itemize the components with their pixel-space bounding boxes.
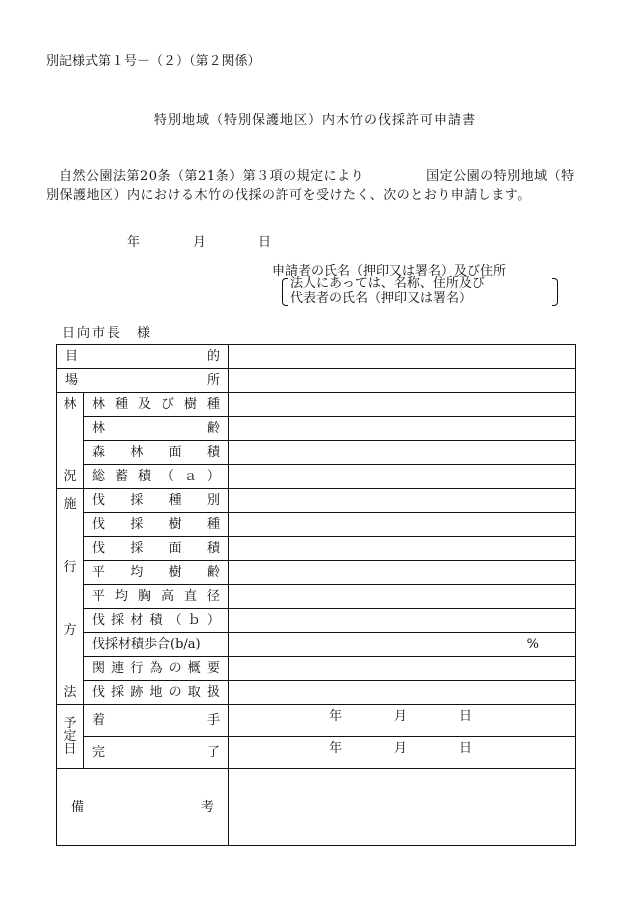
value-place[interactable] (229, 369, 576, 393)
label-forest-type-text-char-4: 樹 (183, 397, 197, 412)
label-total-stock-text (92, 469, 220, 484)
category-method (57, 489, 84, 705)
label-method-5-text-char-4: （ (168, 613, 182, 628)
label-forest-area (84, 441, 229, 465)
label-forest-type-text-char-1: 種 (114, 397, 128, 412)
value-remarks[interactable] (229, 769, 576, 846)
label-method-3-text (92, 565, 220, 580)
start-day: 日 (459, 709, 473, 724)
label-method-5-text-char-0: 伐 (92, 613, 106, 628)
value-forest-area[interactable] (229, 441, 576, 465)
label-method-5 (84, 609, 229, 633)
category-forest-top: 林 (63, 397, 77, 412)
label-end (84, 737, 229, 769)
label-forest-area-text-char-1: 林 (130, 445, 144, 460)
label-total-stock-text-char-0: 総 (92, 469, 106, 484)
label-end-c1: 了 (206, 745, 220, 760)
label-method-5-text-char-1: 採 (111, 613, 125, 628)
document-title: 特別地域（特別保護地区）内木竹の伐採許可申請書 (153, 113, 476, 128)
label-forest-age-text (92, 421, 220, 436)
start-month: 月 (394, 709, 408, 724)
label-method-2-text (92, 541, 220, 556)
start-year: 年 (329, 709, 343, 724)
label-purpose-c1: 的 (206, 349, 220, 364)
label-method-8-text-char-4: の (168, 685, 182, 700)
label-place-c1: 所 (206, 373, 220, 388)
date-year: 年 (127, 235, 141, 250)
label-method-8-text-char-5: 取 (187, 685, 201, 700)
label-method-7-text-char-1: 連 (111, 661, 125, 676)
percent-sign: % (526, 637, 539, 652)
applicant-note (282, 276, 552, 306)
row-forest-2 (57, 417, 576, 441)
label-method-7-text-char-4: の (168, 661, 182, 676)
label-place (57, 369, 229, 393)
label-forest-type-text-char-0: 林 (92, 397, 106, 412)
row-forest-1 (57, 393, 576, 417)
label-end-c0: 完 (92, 745, 106, 760)
label-method-0-text-char-1: 採 (130, 493, 144, 508)
label-method-4-text-char-1: 均 (114, 589, 128, 604)
value-start-date[interactable] (229, 705, 576, 737)
category-schedule-text: 予定日 (63, 716, 77, 757)
label-total-stock-text-char-1: 蓄 (114, 469, 128, 484)
label-method-1-text-char-0: 伐 (92, 517, 106, 532)
row-purpose (57, 345, 576, 369)
label-method-4-text-char-5: 径 (206, 589, 220, 604)
row-start (57, 705, 576, 737)
end-month: 月 (394, 741, 408, 756)
label-method-8 (84, 681, 229, 705)
row-remarks (57, 769, 576, 846)
label-method-3-text-char-1: 均 (130, 565, 144, 580)
label-place-c0: 場 (65, 373, 79, 388)
value-forest-age[interactable] (229, 417, 576, 441)
label-method-5-text-char-2: 材 (130, 613, 144, 628)
value-method-1[interactable] (229, 513, 576, 537)
label-method-2-text-char-2: 面 (168, 541, 182, 556)
label-forest-type-text-char-2: 及 (137, 397, 151, 412)
label-forest-area-text-char-0: 森 (92, 445, 106, 460)
label-forest-type-text (92, 397, 220, 412)
label-total-stock-text-char-2: 積 (137, 469, 151, 484)
label-forest-age-text-char-1: 齢 (206, 421, 220, 436)
label-method-1-text-char-3: 種 (206, 517, 220, 532)
label-total-stock (84, 465, 229, 489)
label-method-4-text-char-0: 平 (92, 589, 106, 604)
label-total-stock-text-char-5: ） (206, 469, 220, 484)
row-method-8 (57, 657, 576, 681)
category-forest-bottom: 況 (63, 469, 77, 484)
label-forest-type-text-char-3: び (160, 397, 174, 412)
label-forest-type (84, 393, 229, 417)
row-method-1 (57, 489, 576, 513)
value-total-stock[interactable] (229, 465, 576, 489)
label-method-0 (84, 489, 229, 513)
label-method-4-text-char-4: 直 (183, 589, 197, 604)
label-method-0-text-char-2: 種 (168, 493, 182, 508)
label-method-2 (84, 537, 229, 561)
label-method-7-text (92, 661, 220, 676)
intro-part1: 自然公園法第20条（第21条）第３項の規定により (59, 169, 365, 184)
value-method-2[interactable] (229, 537, 576, 561)
label-method-0-text (92, 493, 220, 508)
label-method-5-text-char-3: 積 (149, 613, 163, 628)
applicant-label: 申請者の氏名（押印又は署名）及び住所 (272, 264, 507, 279)
label-method-6: 伐採材積歩合(b/a) (84, 633, 229, 657)
row-place (57, 369, 576, 393)
addressee: 日向市長 様 (62, 326, 153, 341)
label-method-5-text (92, 613, 220, 628)
category-method-c1: 行 (63, 560, 77, 575)
intro-paragraph (46, 167, 586, 205)
label-method-7-text-char-6: 要 (206, 661, 220, 676)
label-method-3-text-char-0: 平 (92, 565, 106, 580)
label-method-8-text-char-6: 扱 (206, 685, 220, 700)
label-method-8-text-char-2: 跡 (130, 685, 144, 700)
label-method-1-text-char-2: 樹 (168, 517, 182, 532)
row-method-7 (57, 633, 576, 657)
application-form-table (56, 344, 576, 846)
label-method-4-text-char-2: 胸 (137, 589, 151, 604)
date-month: 月 (193, 235, 207, 250)
label-forest-age-text-char-0: 林 (92, 421, 106, 436)
label-method-4-text (92, 589, 220, 604)
row-end (57, 737, 576, 769)
label-method-4 (84, 585, 229, 609)
label-remarks-c1: 考 (200, 799, 214, 815)
row-method-4 (57, 561, 576, 585)
category-method-c3: 法 (63, 685, 77, 700)
row-method-2 (57, 513, 576, 537)
row-method-3 (57, 537, 576, 561)
category-method-c0: 施 (63, 497, 77, 512)
value-method-0[interactable] (229, 489, 576, 513)
label-method-3 (84, 561, 229, 585)
applicant-note-line2: 代表者の氏名（押印又は署名） (290, 291, 473, 306)
label-method-5-text-char-6: ） (206, 613, 220, 628)
label-method-8-text-char-0: 伐 (92, 685, 106, 700)
label-total-stock-text-char-3: （ (160, 469, 174, 484)
label-method-0-text-char-0: 伐 (92, 493, 106, 508)
label-start-c0: 着 (92, 713, 106, 728)
label-forest-age (84, 417, 229, 441)
value-purpose[interactable] (229, 345, 576, 369)
label-forest-area-text-char-2: 面 (168, 445, 182, 460)
bracket-right (552, 278, 558, 306)
row-method-5 (57, 585, 576, 609)
label-method-7-text-char-2: 行 (130, 661, 144, 676)
value-method-8[interactable] (229, 681, 576, 705)
category-forest (57, 393, 84, 489)
row-forest-3 (57, 441, 576, 465)
row-method-9 (57, 681, 576, 705)
label-forest-area-text-char-3: 積 (206, 445, 220, 460)
label-method-3-text-char-3: 齢 (206, 565, 220, 580)
label-method-0-text-char-3: 別 (206, 493, 220, 508)
bracket-left (282, 278, 288, 306)
form-number: 別記様式第１号－（２）（第２関係） (46, 54, 261, 69)
value-method-6[interactable] (229, 633, 576, 657)
label-forest-type-text-char-5: 種 (206, 397, 220, 412)
label-method-8-text-char-3: 地 (149, 685, 163, 700)
value-method-5[interactable] (229, 609, 576, 633)
label-method-7-text-char-3: 為 (149, 661, 163, 676)
end-day: 日 (459, 741, 473, 756)
category-schedule (57, 705, 84, 769)
label-purpose (57, 345, 229, 369)
applicant-note-line1: 法人にあっては、名称、住所及び (290, 276, 485, 291)
label-method-7-text-char-5: 概 (187, 661, 201, 676)
end-year: 年 (329, 741, 343, 756)
label-method-7-text-char-0: 関 (92, 661, 106, 676)
value-method-3[interactable] (229, 561, 576, 585)
label-remarks (57, 769, 229, 846)
label-start-c1: 手 (206, 713, 220, 728)
label-method-3-text-char-2: 樹 (168, 565, 182, 580)
label-method-2-text-char-3: 積 (206, 541, 220, 556)
label-remarks-c0: 備 (71, 799, 85, 815)
value-end-date[interactable] (229, 737, 576, 769)
label-method-8-text-char-1: 採 (111, 685, 125, 700)
row-method-6 (57, 609, 576, 633)
label-method-1-text-char-1: 採 (130, 517, 144, 532)
row-forest-4 (57, 465, 576, 489)
label-method-1 (84, 513, 229, 537)
label-total-stock-text-char-4: ａ (183, 469, 197, 484)
label-forest-area-text (92, 445, 220, 460)
label-method-5-text-char-5: ｂ (187, 613, 201, 628)
label-method-8-text (92, 685, 220, 700)
value-method-7[interactable] (229, 657, 576, 681)
category-method-c2: 方 (63, 623, 77, 638)
label-method-4-text-char-3: 高 (160, 589, 174, 604)
intro-part2: 国定公園の特別地域（特別保護地区）内における木竹の伐採の許可を受けたく、次のとおり申請します。 (46, 169, 575, 203)
label-purpose-c0: 目 (65, 349, 79, 364)
label-method-1-text (92, 517, 220, 532)
label-method-2-text-char-1: 採 (130, 541, 144, 556)
value-forest-type[interactable] (229, 393, 576, 417)
label-start (84, 705, 229, 737)
label-method-7 (84, 657, 229, 681)
label-method-2-text-char-0: 伐 (92, 541, 106, 556)
date-day: 日 (258, 235, 272, 250)
value-method-4[interactable] (229, 585, 576, 609)
